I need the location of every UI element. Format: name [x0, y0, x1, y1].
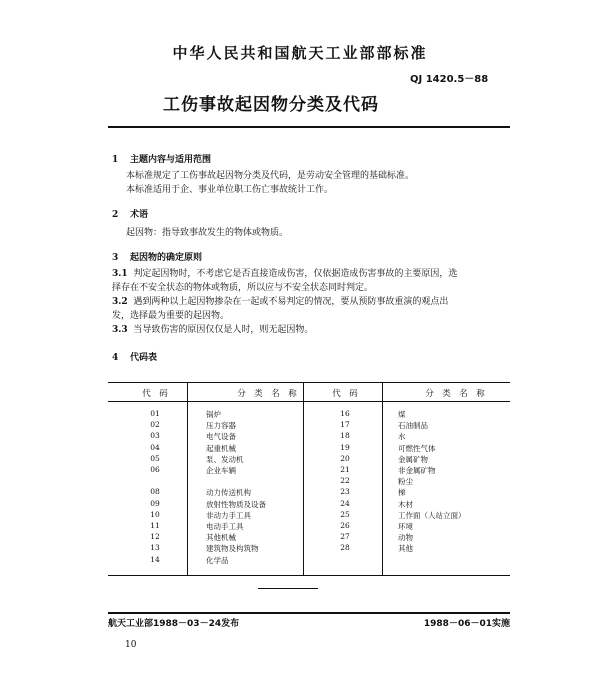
right-name-cell: 工作面（人站立面） [398, 510, 466, 520]
section-title: 术语 [130, 210, 149, 220]
section-3-heading [112, 250, 202, 263]
right-name-cell: 梯 [398, 488, 406, 498]
section-number: 4 [112, 353, 119, 363]
left-code-cell: 08 [150, 487, 160, 497]
clause-number: 3.2 [112, 297, 128, 307]
right-code-cell: 23 [340, 487, 350, 497]
right-code-cell: 21 [340, 465, 350, 474]
section-1-para-2: 本标准适用于企、事业单位职工伤亡事故统计工作。 [126, 185, 334, 195]
left-name-cell: 动力传送机构 [206, 488, 251, 498]
table-row [108, 487, 510, 499]
right-name-cell: 非金属矿物 [398, 466, 436, 475]
right-code-cell: 28 [340, 543, 350, 553]
left-code-cell: 01 [150, 409, 160, 418]
section-title: 主题内容与适用范围 [130, 155, 212, 165]
left-name-cell: 其他机械 [206, 533, 236, 543]
left-name-cell: 锅炉 [206, 410, 221, 419]
footer-rule [108, 612, 510, 614]
table-row [108, 443, 510, 455]
right-name-cell: 可燃性气体 [398, 443, 436, 453]
clause-text: 遇到两种以上起因物掺杂在一起或不易判定的情况，要从预防事故重演的观点出 [133, 297, 449, 307]
right-code-cell: 16 [340, 409, 350, 418]
table-row [108, 465, 510, 477]
left-code-cell: 12 [150, 532, 160, 542]
right-code-cell: 24 [340, 498, 350, 508]
section-1-heading [112, 152, 211, 165]
left-code-cell: 14 [150, 554, 160, 564]
clause-text: 当导致伤害的原因仅仅是人时，则无起因物。 [133, 325, 314, 335]
table-header [108, 383, 510, 402]
page-title: 工伤事故起因物分类及代码 [163, 95, 379, 115]
clause-3-3-line-1 [112, 324, 313, 336]
clause-number: 3.3 [112, 325, 128, 335]
right-code-cell: 18 [340, 431, 350, 441]
right-name-cell: 动物 [398, 533, 413, 543]
right-name-cell: 金属矿物 [398, 454, 428, 464]
section-title: 代码表 [130, 353, 158, 363]
right-name-cell: 粉尘 [398, 477, 413, 487]
table-row [108, 499, 510, 511]
right-name-cell: 水 [398, 432, 406, 442]
left-name-cell: 化学品 [206, 555, 229, 565]
left-code-cell: 10 [150, 509, 160, 519]
table-row [108, 454, 510, 466]
table-row [108, 431, 510, 443]
right-name-cell: 其他 [398, 544, 413, 554]
standard-code: QJ 1420.5－88 [410, 74, 489, 85]
left-name-cell: 起重机械 [206, 443, 236, 453]
right-code-cell: 20 [340, 453, 350, 463]
clause-3-2-line-2: 发，选择最为重要的起因物。 [112, 311, 230, 321]
section-2-para-1: 起因物：指导致事故发生的物体或物质。 [126, 228, 289, 238]
right-code-cell: 17 [340, 420, 350, 430]
right-name-cell: 木材 [398, 499, 413, 509]
right-code-cell: 19 [340, 442, 350, 452]
left-code-cell: 05 [150, 453, 160, 463]
table-row [108, 510, 510, 522]
table-row [108, 532, 510, 544]
right-name-cell: 石油制品 [398, 421, 428, 431]
left-code-cell: 09 [150, 498, 160, 508]
left-code-cell: 11 [150, 521, 160, 530]
end-rule [258, 588, 318, 589]
table-row [108, 555, 510, 567]
left-code-cell: 02 [150, 420, 160, 430]
page-number: 10 [125, 640, 137, 650]
header-name-right: 分 类 名 称 [425, 389, 485, 399]
header-code-right: 代 码 [332, 389, 358, 399]
section-4-heading [112, 350, 157, 363]
clause-number: 3.1 [112, 269, 128, 279]
issued-date: 航天工业部1988－03－24发布 [108, 619, 240, 629]
left-name-cell: 泵、发动机 [206, 454, 244, 464]
left-name-cell: 压力容器 [206, 421, 236, 431]
section-number: 3 [112, 253, 119, 263]
section-number: 2 [112, 210, 119, 220]
table-row [108, 476, 510, 488]
header-code-left: 代 码 [142, 389, 168, 399]
table-row [108, 521, 510, 533]
left-name-cell: 企业车辆 [206, 466, 236, 475]
clause-3-2-line-1 [112, 296, 448, 308]
left-name-cell: 建筑物及构筑物 [206, 544, 259, 554]
right-name-cell: 煤 [398, 410, 406, 419]
left-name-cell: 放射性物质及设备 [206, 499, 266, 509]
standard-org-heading: 中华人民共和国航天工业部部标准 [172, 44, 428, 62]
section-number: 1 [112, 155, 119, 165]
right-code-cell: 27 [340, 532, 350, 542]
clause-text: 判定起因物时，不考虑它是否直接造成伤害，仅依据造成伤害事故的主要原因，选 [133, 269, 458, 279]
section-title: 起因物的确定原则 [130, 253, 203, 263]
right-code-cell: 25 [340, 509, 350, 519]
header-name-left: 分 类 名 称 [237, 389, 297, 399]
left-code-cell: 06 [150, 465, 160, 474]
header-rule [108, 126, 510, 128]
left-name-cell: 非动力手工具 [206, 510, 251, 520]
right-code-cell: 22 [340, 476, 350, 486]
effective-date: 1988－06－01实施 [423, 619, 510, 629]
left-name-cell: 电动手工具 [206, 522, 244, 531]
section-2-heading [112, 207, 148, 220]
left-code-cell: 04 [150, 442, 160, 452]
right-name-cell: 环境 [398, 522, 413, 531]
table-row [108, 420, 510, 432]
clause-3-1-line-2: 择存在不安全状态的物体或物质，所以应与不安全状态同时判定。 [112, 283, 374, 293]
left-name-cell: 电气设备 [206, 432, 236, 442]
table-row [108, 409, 510, 421]
section-1-para-1: 本标准规定了工伤事故起因物分类及代码，是劳动安全管理的基础标准。 [126, 171, 415, 181]
table-row [108, 543, 510, 555]
left-code-cell: 13 [150, 543, 160, 553]
code-table [108, 382, 510, 576]
right-code-cell: 26 [340, 521, 350, 530]
clause-3-1-line-1 [112, 268, 457, 280]
left-code-cell: 03 [150, 431, 160, 441]
